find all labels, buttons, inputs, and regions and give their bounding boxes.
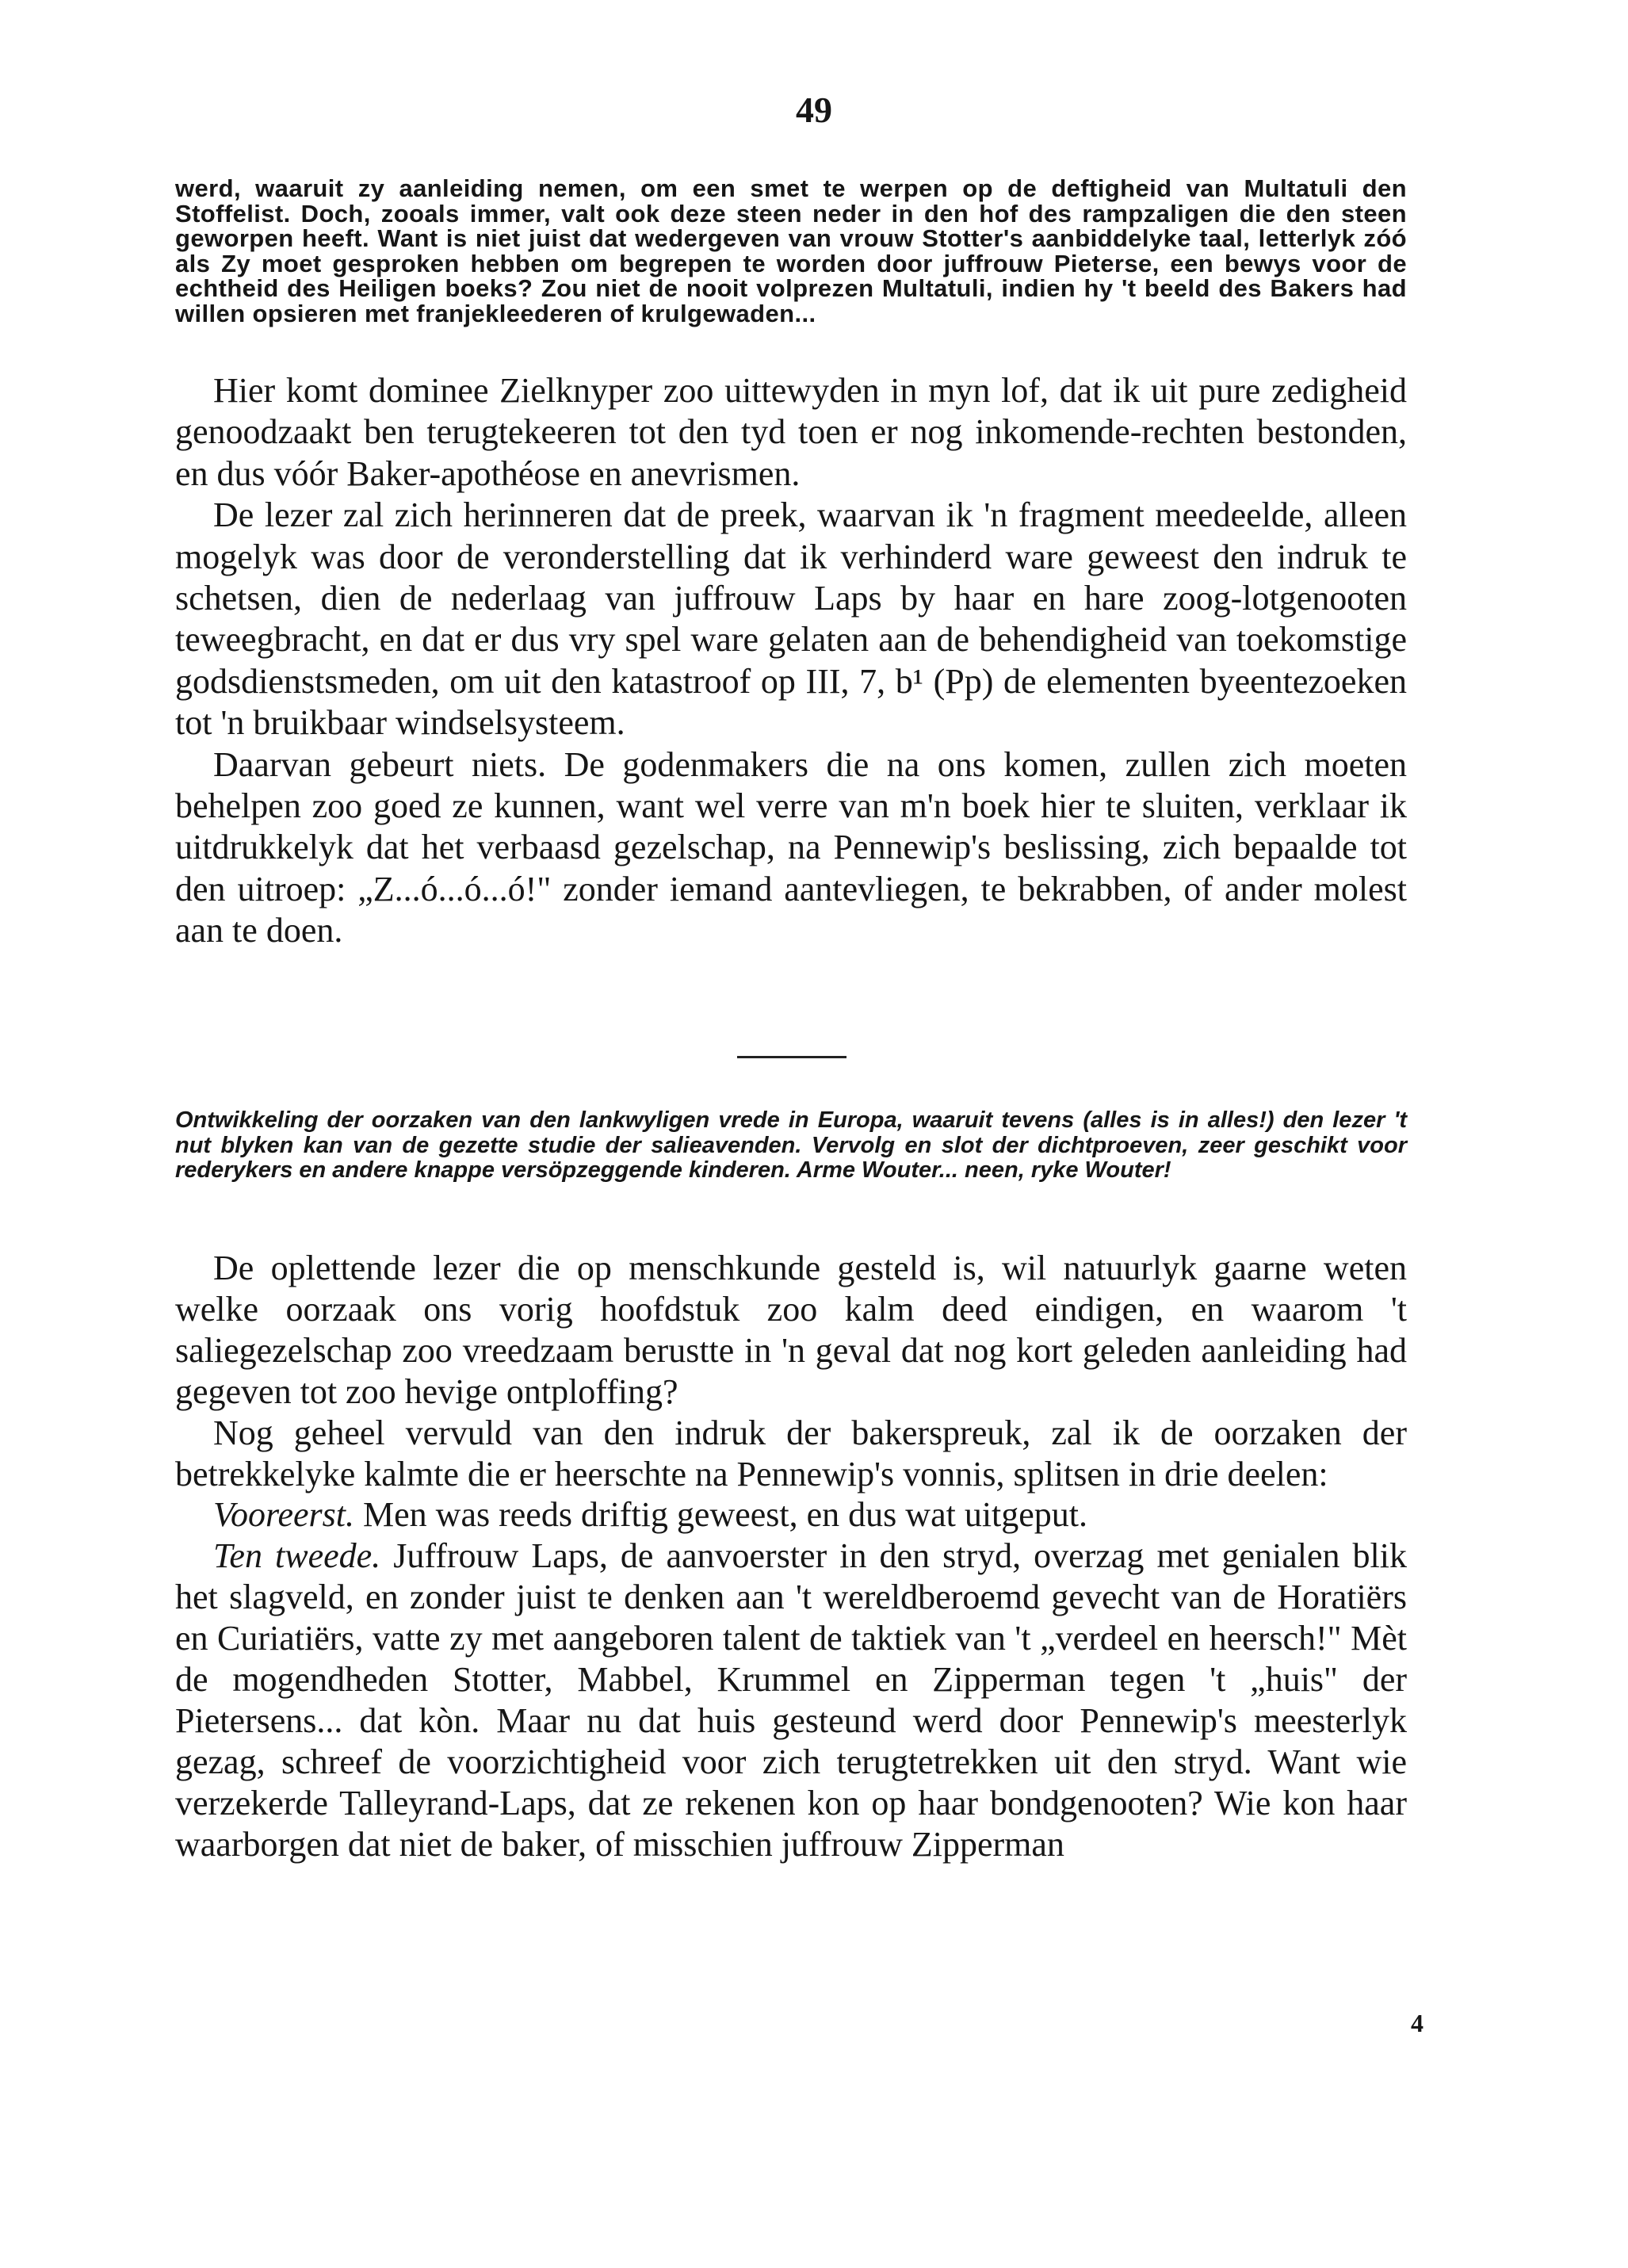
paragraph: De lezer zal zich herinneren dat de preek, waarvan ik 'n fragment meedeelde, alleen mogelyk was door de veronderstelling dat ik verhinderd ware geweest den indruk te schetsen, dien de nederlaag van juffrouw Laps by haar en hare zoog-lotgenooten teweegbracht, en dat er dus vry spel ware gelaten aan de behendigheid van toekomstige godsdienstsmeden, om uit den katastroof op III, 7, b¹ (Pp) de elementen byeentezoeken tot 'n bruikbaar windselsysteem.: [175, 495, 1407, 743]
main-text-top: [175, 370, 1407, 952]
paragraph: Hier komt dominee Zielknyper zoo uittewyden in myn lof, dat ik uit pure zedigheid genoodzaakt ben terugtekeeren tot den tyd toen er nog inkomende-rechten bestonden, en dus vóór Baker-apothéose en anevrismen.: [175, 371, 1407, 493]
paragraph: Nog geheel vervuld van den indruk der bakerspreuk, zal ik de oorzaken der betrekkelyke kalmte die er heerschte na Pennewip's vonnis, splitsen in drie deelen:: [175, 1413, 1407, 1494]
paragraph: De oplettende lezer die op menschkunde gesteld is, wil natuurlyk gaarne weten welke oorzaak ons vorig hoofdstuk zoo kalm deed eindigen, en waarom 't saliegezelschap zoo vreedzaam berustte in 'n geval dat nog kort geleden aanleiding had gegeven tot zoo hevige ontploffing?: [175, 1249, 1407, 1411]
section-divider: [737, 1056, 846, 1058]
footnote-continuation: [175, 176, 1407, 326]
paragraph-text: Juffrouw Laps, de aanvoerster in den stryd, overzag met genialen blik het slagveld, en zonder juist te denken aan 't wereldberoemd gevecht van de Horatiërs en Curiatiërs, vatte zy met aangeboren talent de taktiek van 't „verdeel en heersch!" Mèt de mogendheden Stotter, Mabbel, Krummel en Zipperman tegen 't „huis" der Pietersens... dat kòn. Maar nu dat huis gesteund werd door Pennewip's meesterlyk gezag, schreef de voorzichtigheid voor zich terugtetrekken uit den stryd. Want wie verzekerde Talleyrand-Laps, dat ze rekenen kon op haar bondgenooten? Wie kon haar waarborgen dat niet de baker, of misschien juffrouw Zipperman: [175, 1536, 1407, 1864]
paragraph-label: Ten tweede.: [213, 1536, 381, 1576]
paragraph-label: Vooreerst.: [213, 1495, 355, 1535]
main-text-bottom: [175, 1248, 1407, 1865]
paragraph: [175, 1536, 1407, 1865]
paragraph-text: Men was reeds driftig geweest, en dus wat uitgeput.: [354, 1495, 1088, 1535]
page-number: 49: [796, 90, 832, 130]
paragraph: [175, 1494, 1407, 1536]
sheet-signature-number: 4: [1411, 2009, 1424, 2037]
footnote-paragraph: werd, waaruit zy aanleiding nemen, om een smet te werpen op de deftigheid van Multatuli den Stoffelist. Doch, zooals immer, valt ook deze steen neder in den hof des rampzaligen die den steen geworpen heeft. Want is niet juist dat wedergeven van vrouw Stotter's aanbiddelyke taal, letterlyk zóó als Zy moet gesproken hebben om begrepen te worden door juffrouw Pieterse, een bewys voor de echtheid des Heiligen boeks? Zou niet de nooit volprezen Multatuli, indien hy 't beeld des Bakers had willen opsieren met franjekleederen of krulgewaden...: [175, 174, 1407, 327]
paragraph: Daarvan gebeurt niets. De godenmakers die na ons komen, zullen zich moeten behelpen zoo goed ze kunnen, want wel verre van m'n boek hier te sluiten, verklaar ik uitdrukkelyk dat het verbaasd gezelschap, na Pennewip's beslissing, zich bepaalde tot den uitroep: „Z...ó...ó...ó!" zonder iemand aantevliegen, te bekrabben, of ander molest aan te doen.: [175, 744, 1407, 950]
chapter-summary: Ontwikkeling der oorzaken van den lankwyligen vrede in Europa, waaruit tevens (alles is in alles!) den lezer 't nut blyken kan van de gezette studie der salieavenden. Vervolg en slot der dichtproeven, zeer geschikt voor rederykers en andere knappe versöpzeggende kinderen. Arme Wouter... neen, ryke Wouter!: [175, 1107, 1407, 1183]
